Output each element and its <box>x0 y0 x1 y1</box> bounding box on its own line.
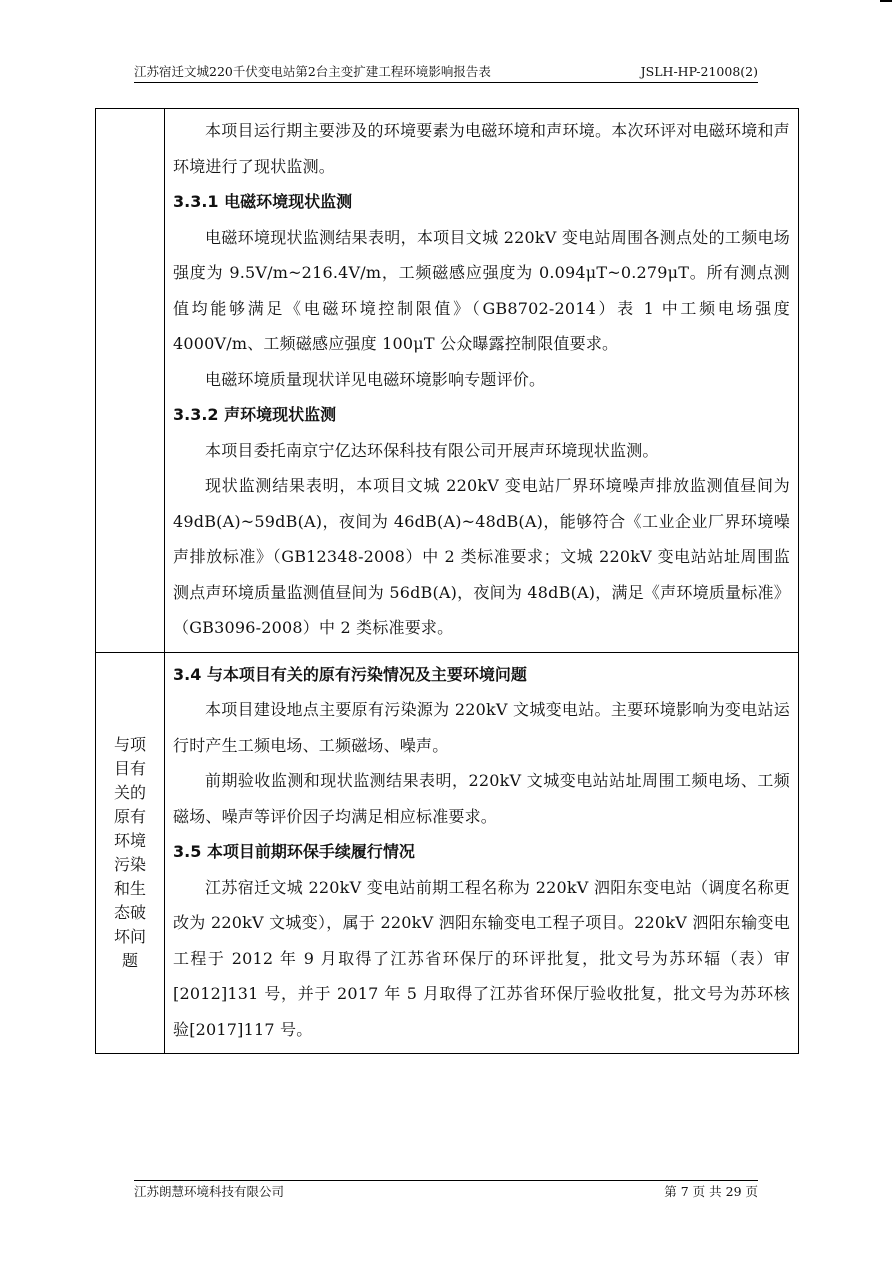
paragraph-intro: 本项目运行期主要涉及的环境要素为电磁环境和声环境。本次环评对电磁环境和声环境进行了现状监测。 <box>173 121 790 176</box>
header-title: 江苏宿迁文城220千伏变电站第2台主变扩建工程环境影响报告表 <box>134 64 491 79</box>
paragraph-prior-procedures: 江苏宿迁文城 220kV 变电站前期工程名称为 220kV 泗阳东变电站（调度名称更改为 220kV 文城变），属于 220kV 泗阳东输变电工程子项目。220kV 泗阳东输变电工程于 2012 年 9 月取得了江苏省环保厅的环评批复，批文号为苏环辐（表）审[2012]131 号，并于 2017 年 5 月取得了江苏省环保厅验收批复，批文号为苏环核验[2017]117 号。 <box>173 877 790 1039</box>
heading-3-3-2: 3.3.2 声环境现状监测 <box>173 405 337 424</box>
paragraph-noise-results: 现状监测结果表明，本项目文城 220kV 变电站厂界环境噪声排放监测值昼间为 49dB(A)~59dB(A)，夜间为 46dB(A)~48dB(A)，能够符合《工业企业厂界环境噪声排放标准》（GB12348-2008）中 2 类标准要求；文城 220kV 变电站站址周围监测点声环境质量监测值昼间为 56dB(A)，夜间为 48dB(A)，满足《声环境质量标准》（GB3096-2008）中 2 类标准要求。 <box>173 476 790 637</box>
paragraph-acceptance-monitoring: 前期验收监测和现状监测结果表明，220kV 文城变电站站址周围工频电场、工频磁场、噪声等评价因子均满足相应标准要求。 <box>173 771 790 826</box>
header-doc-number: JSLH-HP-21008(2) <box>640 64 758 79</box>
row-label-existing-pollution <box>96 652 165 1054</box>
footer-divider <box>134 1180 758 1181</box>
paragraph-em-results: 电磁环境现状监测结果表明，本项目文城 220kV 变电站周围各测点处的工频电场强度为 9.5V/m~216.4V/m，工频磁感应强度为 0.094μT~0.279μT。所有测点测值均能够满足《电磁环境控制限值》（GB8702-2014）表 1 中工频电场强度 4000V/m、工频磁感应强度 100μT 公众曝露控制限值要求。 <box>173 227 790 353</box>
paragraph-noise-entrusted: 本项目委托南京宁亿达环保科技有限公司开展声环境现状监测。 <box>205 440 659 460</box>
heading-3-3-1: 3.3.1 电磁环境现状监测 <box>173 192 353 211</box>
row-label-text: 与项目有关的原有环境污染和生态破坏问题 <box>113 734 146 970</box>
row-label-empty <box>96 109 165 653</box>
heading-3-5: 3.5 本项目前期环保手续履行情况 <box>173 842 415 861</box>
content-cell-current-status <box>165 109 799 653</box>
paragraph-pollution-source: 本项目建设地点主要原有污染源为 220kV 文城变电站。主要环境影响为变电站运行时产生工频电场、工频磁场、噪声。 <box>173 700 790 755</box>
paragraph-em-reference: 电磁环境质量现状详见电磁环境影响专题评价。 <box>205 369 546 389</box>
footer-company: 江苏朗慧环境科技有限公司 <box>134 1184 285 1199</box>
page-footer <box>134 1182 758 1202</box>
table-row-existing-pollution <box>96 652 799 1054</box>
footer-page-number: 第 7 页 共 29 页 <box>664 1184 758 1199</box>
content-cell-existing-pollution <box>165 652 799 1054</box>
report-table <box>95 108 799 1054</box>
page-header <box>134 62 758 83</box>
table-row-current-status <box>96 109 799 653</box>
heading-3-4: 3.4 与本项目有关的原有污染情况及主要环境问题 <box>173 664 527 684</box>
corner-mark <box>880 0 892 2</box>
